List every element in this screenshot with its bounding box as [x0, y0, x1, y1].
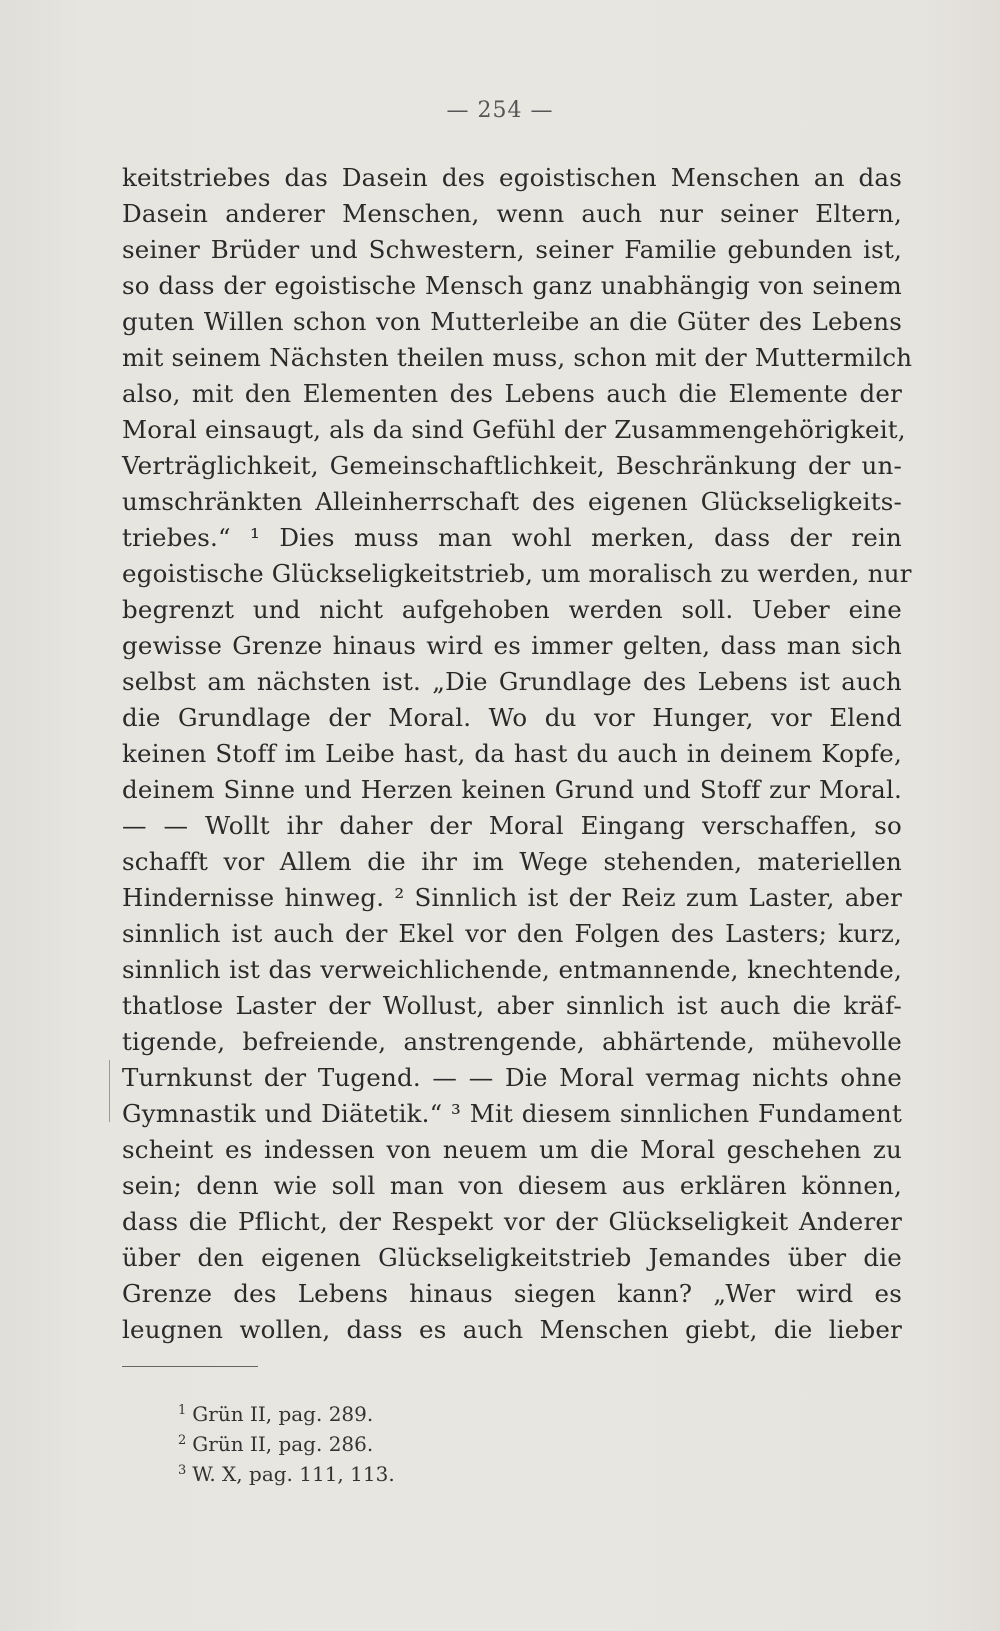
text-line: Turnkunst der Tugend. — — Die Moral vermag nichts ohne [122, 1063, 902, 1092]
text-line: egoistische Glückseligkeitstrieb, um moralisch zu werden, nur [122, 559, 912, 588]
body-text [122, 160, 913, 1348]
text-line: Hindernisse hinweg. ² Sinnlich ist der Reiz zum Laster, aber [122, 883, 902, 912]
footnote-mark: 1 [178, 1403, 187, 1418]
footnote [178, 1456, 578, 1486]
text-line: — — Wollt ihr daher der Moral Eingang verschaffen, so [122, 811, 902, 840]
text-line: tigende, befreiende, anstrengende, abhärtende, mühevolle [122, 1027, 902, 1056]
text-line: Grenze des Lebens hinaus siegen kann? „Wer wird es [122, 1279, 902, 1308]
text-line: sinnlich ist auch der Ekel vor den Folgen des Lasters; kurz, [122, 919, 902, 948]
text-line: thatlose Laster der Wollust, aber sinnlich ist auch die kräf- [122, 991, 902, 1020]
footnote [178, 1426, 578, 1456]
footnote-mark: 3 [178, 1463, 187, 1478]
text-line: über den eigenen Glückseligkeitstrieb Jemandes über die [122, 1243, 902, 1272]
text-line: begrenzt und nicht aufgehoben werden soll. Ueber eine [122, 595, 902, 624]
text-line: keitstriebes das Dasein des egoistischen Menschen an das [122, 163, 902, 192]
text-line: selbst am nächsten ist. „Die Grundlage des Lebens ist auch [122, 667, 902, 696]
text-line: Gymnastik und Diätetik.“ ³ Mit diesem sinnlichen Fundament [122, 1099, 902, 1128]
text-line: dass die Pflicht, der Respekt vor der Glückseligkeit Anderer [122, 1207, 902, 1236]
text-line: guten Willen schon von Mutterleibe an die Güter des Lebens [122, 307, 902, 336]
text-line: sein; denn wie soll man von diesem aus erklären können, [122, 1171, 902, 1200]
text-line: so dass der egoistische Mensch ganz unabhängig von seinem [122, 271, 902, 300]
footnote-text: Grün II, pag. 289. [192, 1402, 374, 1426]
footnote-text: Grün II, pag. 286. [192, 1432, 374, 1456]
text-line: sinnlich ist das verweichlichende, entmannende, knechtende, [122, 955, 902, 984]
footnote [178, 1396, 578, 1426]
text-line: leugnen wollen, dass es auch Menschen giebt, die lieber [122, 1315, 902, 1344]
page-number: — 254 — [446, 98, 554, 123]
text-line: die Grundlage der Moral. Wo du vor Hunger, vor Elend [122, 703, 902, 732]
text-line: Moral einsaugt, als da sind Gefühl der Zusammengehörigkeit, [122, 415, 906, 444]
text-line: schafft vor Allem die ihr im Wege stehenden, materiellen [122, 847, 902, 876]
footnotes [178, 1396, 578, 1486]
text-line: also, mit den Elementen des Lebens auch die Elemente der [122, 379, 902, 408]
text-line: mit seinem Nächsten theilen muss, schon mit der Muttermilch [122, 343, 913, 372]
text-line: deinem Sinne und Herzen keinen Grund und Stoff zur Moral. [122, 775, 902, 804]
footnote-text: W. X, pag. 111, 113. [192, 1462, 395, 1486]
text-line: umschränkten Alleinherrschaft des eigenen Glückseligkeits- [122, 487, 902, 516]
text-line: Dasein anderer Menschen, wenn auch nur seiner Eltern, [122, 199, 902, 228]
text-line: keinen Stoff im Leibe hast, da hast du auch in deinem Kopfe, [122, 739, 902, 768]
text-line: Verträglichkeit, Gemeinschaftlichkeit, Beschränkung der un- [122, 451, 902, 480]
text-line: triebes.“ ¹ Dies muss man wohl merken, dass der rein [122, 523, 902, 552]
text-line: scheint es indessen von neuem um die Moral geschehen zu [122, 1135, 902, 1164]
footnote-rule [122, 1366, 258, 1367]
footnote-mark: 2 [178, 1433, 187, 1448]
margin-mark [109, 1060, 110, 1122]
text-line: seiner Brüder und Schwestern, seiner Familie gebunden ist, [122, 235, 902, 264]
text-line: gewisse Grenze hinaus wird es immer gelten, dass man sich [122, 631, 902, 660]
